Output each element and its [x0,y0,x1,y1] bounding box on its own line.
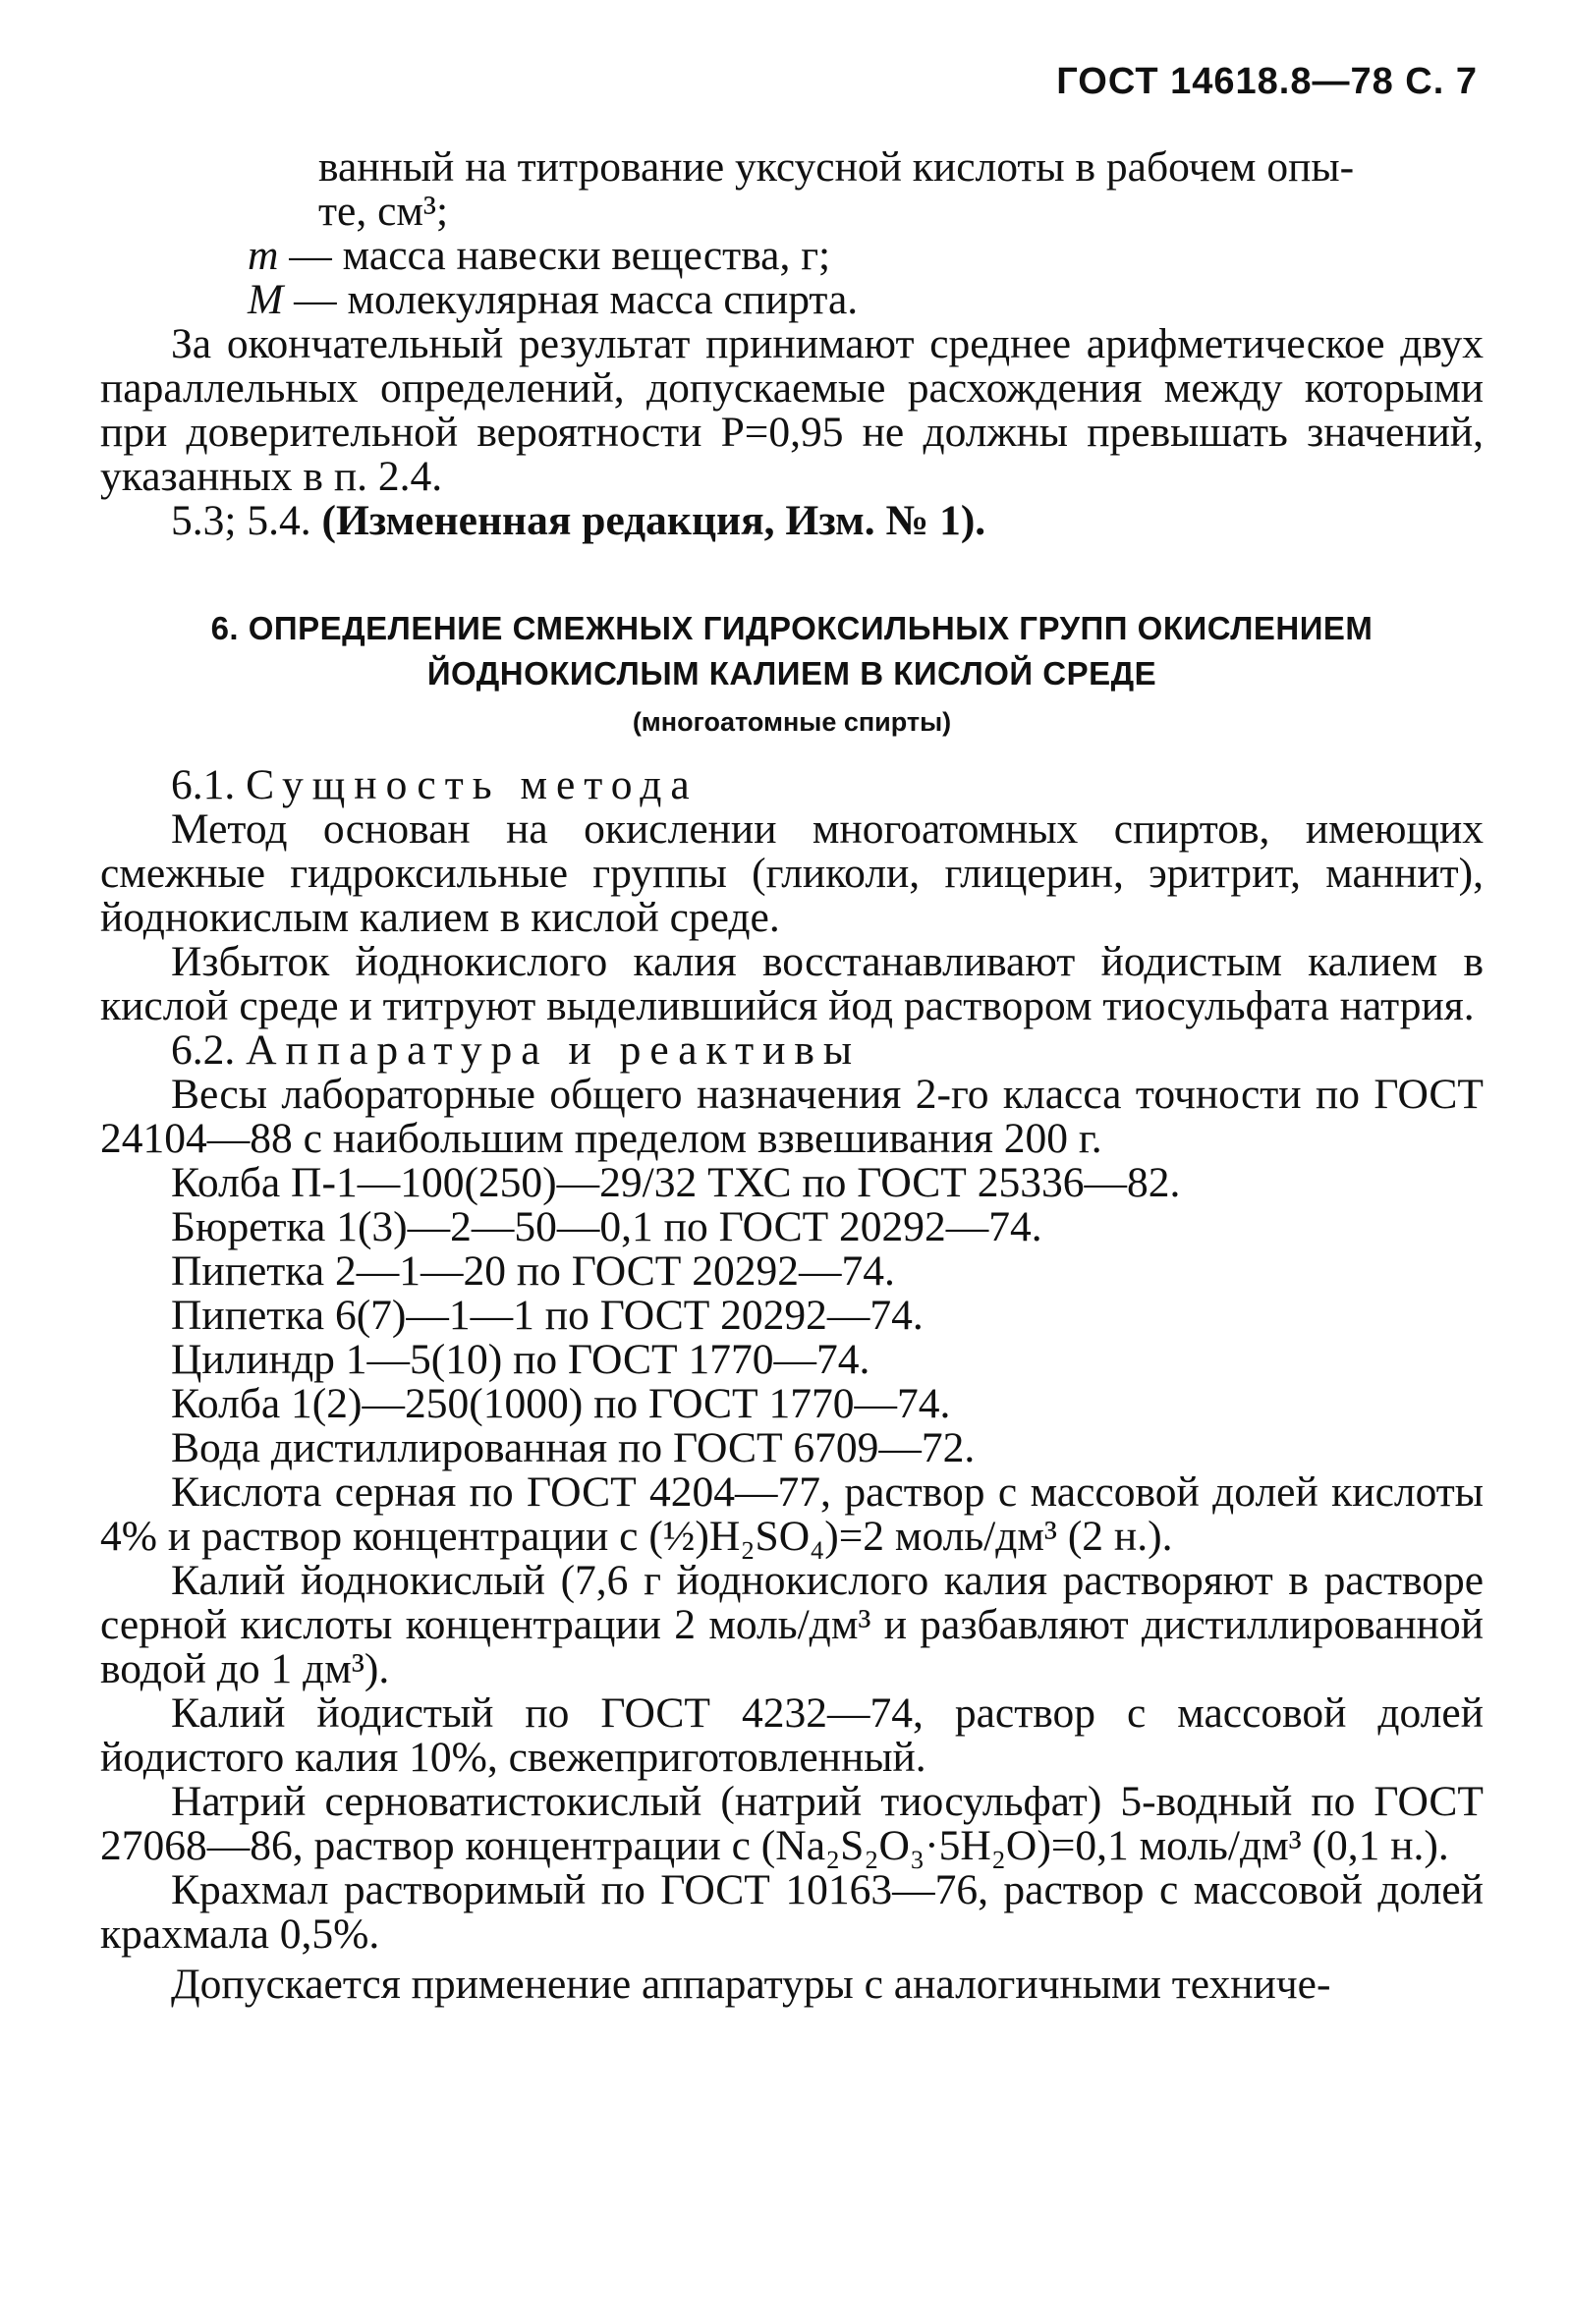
running-header: ГОСТ 14618.8—78 С. 7 [1056,61,1478,102]
equipment-item: Пипетка 6(7)—1—1 по ГОСТ 20292—74. [171,1292,924,1339]
section-6-title [100,606,1484,696]
section-6-subtitle: (многоатомные спирты) [632,707,952,737]
clause-6-1-heading [100,763,1484,807]
clause-number: 6.1. [171,761,247,808]
legend-text-M: — молекулярная масса спирта. [283,276,859,323]
clause-heading-text: Сущность метода [246,761,699,808]
reagent-item: Кислота серная по ГОСТ 4204—77, раствор с массовой долей кислоты 4% и раствор концентрации c (½)H₂SO₄)=2 моль/дм³ (2 н.). [100,1468,1484,1560]
section-6-title-line1: 6. ОПРЕДЕЛЕНИЕ СМЕЖНЫХ ГИДРОКСИЛЬНЫХ ГРУПП ОКИСЛЕНИЕМ [210,610,1374,646]
clause-heading-text: Аппаратура и реактивы [246,1026,862,1074]
section-6-title-line2: ЙОДНОКИСЛЫМ КАЛИЕМ В КИСЛОЙ СРЕДЕ [426,655,1157,692]
clause-6-2-heading [100,1028,1484,1073]
reagent-item: Калий йодистый по ГОСТ 4232—74, раствор с массовой долей йодистого калия 10%, свежеприготовленный. [100,1689,1484,1781]
amendment-refs: 5.3; 5.4. [171,497,322,544]
equipment-item: Бюретка 1(3)—2—50—0,1 по ГОСТ 20292—74. [171,1203,1042,1250]
reagent-item: Калий йоднокислый (7,6 г йоднокислого калия растворяют в растворе серной кислоты концентрации 2 моль/дм³ и разбавляют дистиллированной водой до 1 дм³). [100,1557,1484,1692]
equipment-item: Цилиндр 1—5(10) по ГОСТ 1770—74. [171,1336,870,1383]
equipment-item: Пипетка 2—1—20 по ГОСТ 20292—74. [171,1247,895,1295]
legend-continuation-line: те, см³; [318,188,449,235]
result-paragraph: За окончательный результат принимают среднее арифметическое двух параллельных определений, допускаемые расхождения между которыми при доверительной вероятности P=0,95 не должны превышать значений, указанных в п. 2.4. [100,320,1484,500]
closing-line: Допускается применение аппаратуры с аналогичными техниче- [171,1961,1331,2008]
amendment-text: (Измененная редакция, Изм. № 1). [321,497,986,544]
legend-entry-m [100,234,1484,278]
reagent-item: Натрий серноватистокислый (натрий тиосульфат) 5-водный по ГОСТ 27068—86, раствор концентрации c (Na₂S₂O₃·5H₂O)=0,1 моль/дм³ (0,1 н.). [100,1778,1484,1869]
legend-text-m: — масса навески вещества, г; [278,232,831,279]
equipment-item: Колба 1(2)—250(1000) по ГОСТ 1770—74. [171,1380,951,1427]
clause-number: 6.2. [171,1026,247,1074]
clause-6-1-para2: Избыток йоднокислого калия восстанавливают йодистым калием в кислой среде и титруют выделившийся йод раствором тиосульфата натрия. [100,938,1484,1029]
page-body [100,145,1484,2007]
equipment-item: Весы лабораторные общего назначения 2-го класса точности по ГОСТ 24104—88 с наибольшим пределом взвешивания 200 г. [100,1071,1484,1162]
equipment-item: Колба П-1—100(250)—29/32 ТХС по ГОСТ 25336—82. [171,1159,1181,1206]
reagent-item: Крахмал растворимый по ГОСТ 10163—76, раствор с массовой долей крахмала 0,5%. [100,1866,1484,1958]
clause-6-1-para1: Метод основан на окислении многоатомных спиртов, имеющих смежные гидроксильные группы (гликоли, глицерин, эритрит, маннит), йоднокислым калием в кислой среде. [100,805,1484,941]
symbol-M: M [248,276,284,323]
symbol-m: m [248,232,279,279]
legend-entry-M [100,278,1484,322]
legend-continuation-line: ванный на титрование уксусной кислоты в рабочем опы- [318,143,1355,191]
reagent-item: Вода дистиллированная по ГОСТ 6709—72. [171,1424,976,1471]
amendment-note [100,499,1484,543]
